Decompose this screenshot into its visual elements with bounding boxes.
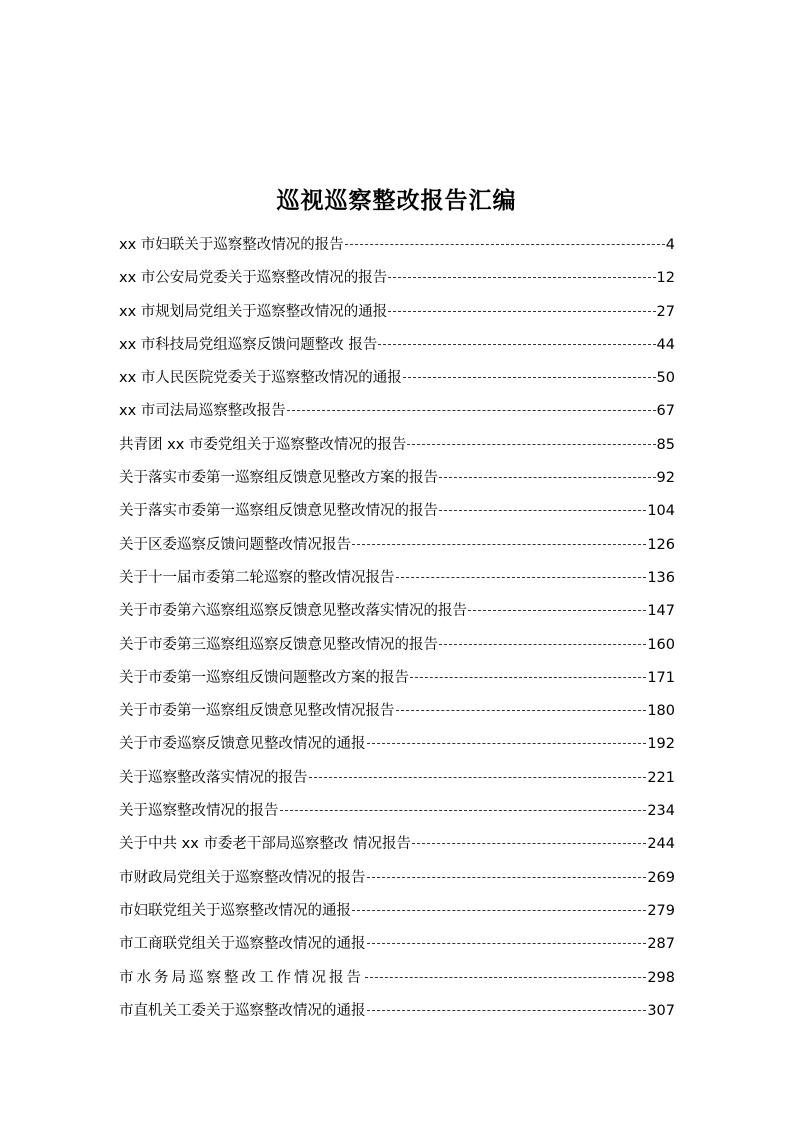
- toc-entry-page-number: 85: [656, 436, 675, 453]
- toc-entry[interactable]: [119, 329, 675, 362]
- toc-leader-line: [352, 543, 646, 545]
- toc-leader-line: [439, 476, 656, 478]
- toc-entry-title: 市工商联党组关于巡察整改情况的通报: [119, 936, 366, 953]
- toc-entry[interactable]: [119, 795, 675, 828]
- toc-entry-title: 共青团 xx 市委党组关于巡察整改情况的报告: [119, 436, 407, 453]
- toc-entry-page-number: 92: [656, 470, 675, 487]
- toc-entry[interactable]: [119, 862, 675, 895]
- toc-entry-title: xx 市人民医院党委关于巡察整改情况的通报: [119, 370, 402, 387]
- toc-entry-page-number: 104: [647, 503, 675, 520]
- toc-entry-title: xx 市妇联关于巡察整改情况的报告: [119, 237, 344, 253]
- toc-entry-page-number: 67: [656, 403, 675, 420]
- toc-entry[interactable]: [119, 429, 675, 462]
- toc-entry[interactable]: [119, 529, 675, 562]
- toc-entry-page-number: 27: [656, 303, 675, 320]
- toc-entry-page-number: 298: [647, 969, 675, 986]
- toc-leader-line: [407, 443, 655, 445]
- toc-entry-title: xx 市科技局党组巡察反馈问题整改 报告: [119, 336, 378, 353]
- document-title: 巡视巡察整改报告汇编: [276, 188, 517, 214]
- toc-entry-title: 关于中共 xx 市委老干部局巡察整改 情况报告: [119, 836, 411, 853]
- toc-entry-title: 市水务局巡察整改工作情况报告: [119, 969, 364, 986]
- toc-entry-title: 关于市委第一巡察组反馈意见整改情况报告: [119, 703, 395, 720]
- toc-entry-title: 关于十一届市委第二轮巡察的整改情况报告: [119, 569, 395, 586]
- toc-entry-title: 市直机关工委关于巡察整改情况的通报: [119, 1002, 366, 1019]
- toc-entry-title: 关于市委巡察反馈意见整改情况的通报: [119, 736, 366, 753]
- toc-entry-title: xx 市规划局党组关于巡察整改情况的通报: [119, 303, 388, 320]
- toc-leader-line: [367, 742, 647, 744]
- toc-leader-line: [378, 343, 655, 345]
- toc-entry[interactable]: [119, 296, 675, 329]
- toc-entry[interactable]: [119, 395, 675, 428]
- toc-entry-title: 关于巡察整改落实情况的报告: [119, 769, 308, 786]
- toc-entry-page-number: 160: [647, 636, 675, 653]
- toc-entry-page-number: 287: [647, 936, 675, 953]
- toc-leader-line: [403, 376, 656, 378]
- toc-entry-page-number: 171: [647, 669, 675, 686]
- toc-entry-page-number: 180: [647, 703, 675, 720]
- toc-entry-page-number: 234: [647, 803, 675, 820]
- toc-entry[interactable]: [119, 962, 675, 995]
- toc-entry[interactable]: [119, 995, 675, 1028]
- toc-leader-line: [396, 576, 647, 578]
- toc-entry-title: 关于落实市委第一巡察组反馈意见整改方案的报告: [119, 470, 438, 487]
- toc-entry-page-number: 269: [647, 869, 675, 886]
- toc-entry-title: xx 市司法局巡察整改报告: [119, 403, 286, 420]
- toc-entry-page-number: 12: [656, 270, 675, 287]
- toc-leader-line: [468, 609, 646, 611]
- toc-entry-page-number: 244: [647, 836, 675, 853]
- toc-entry-page-number: 44: [656, 336, 675, 353]
- toc-entry[interactable]: [119, 462, 675, 495]
- toc-entry-title: 关于巡察整改情况的报告: [119, 803, 279, 820]
- toc-leader-line: [439, 509, 646, 511]
- toc-entry[interactable]: [119, 229, 675, 262]
- toc-leader-line: [309, 776, 647, 778]
- table-of-contents: [119, 229, 675, 1028]
- toc-entry-page-number: 221: [647, 769, 675, 786]
- toc-leader-line: [439, 643, 646, 645]
- toc-leader-line: [410, 676, 646, 678]
- toc-entry-page-number: 50: [656, 370, 675, 387]
- toc-leader-line: [345, 243, 665, 245]
- toc-leader-line: [365, 976, 646, 978]
- toc-leader-line: [367, 1009, 647, 1011]
- toc-leader-line: [287, 409, 656, 411]
- toc-entry[interactable]: [119, 828, 675, 861]
- toc-entry[interactable]: [119, 895, 675, 928]
- toc-entry[interactable]: [119, 762, 675, 795]
- toc-leader-line: [280, 809, 647, 811]
- toc-entry-title: 关于市委第三巡察组巡察反馈意见整改情况的报告: [119, 636, 438, 653]
- toc-entry[interactable]: [119, 662, 675, 695]
- toc-entry-title: 关于市委第一巡察组反馈问题整改方案的报告: [119, 669, 409, 686]
- toc-entry-page-number: 147: [647, 603, 675, 620]
- toc-leader-line: [388, 310, 655, 312]
- toc-entry-title: xx 市公安局党委关于巡察整改情况的报告: [119, 270, 388, 287]
- toc-leader-line: [367, 876, 647, 878]
- toc-entry-page-number: 307: [647, 1002, 675, 1019]
- toc-entry-page-number: 279: [647, 902, 675, 919]
- toc-entry-page-number: 126: [647, 536, 675, 553]
- toc-entry[interactable]: [119, 362, 675, 395]
- toc-entry[interactable]: [119, 495, 675, 528]
- toc-leader-line: [388, 276, 655, 278]
- toc-leader-line: [396, 709, 647, 711]
- toc-entry[interactable]: [119, 562, 675, 595]
- toc-entry[interactable]: [119, 262, 675, 295]
- toc-entry[interactable]: [119, 629, 675, 662]
- toc-entry-page-number: 4: [665, 237, 675, 253]
- toc-entry-page-number: 136: [647, 569, 675, 586]
- toc-entry[interactable]: [119, 595, 675, 628]
- toc-entry[interactable]: [119, 928, 675, 961]
- toc-leader-line: [367, 942, 647, 944]
- toc-entry-title: 关于市委第六巡察组巡察反馈意见整改落实情况的报告: [119, 603, 467, 620]
- toc-entry[interactable]: [119, 728, 675, 761]
- toc-leader-line: [412, 842, 646, 844]
- toc-entry-title: 关于落实市委第一巡察组反馈意见整改情况的报告: [119, 503, 438, 520]
- toc-entry-title: 市妇联党组关于巡察整改情况的通报: [119, 902, 351, 919]
- toc-leader-line: [352, 909, 646, 911]
- toc-entry-page-number: 192: [647, 736, 675, 753]
- toc-entry-title: 市财政局党组关于巡察整改情况的报告: [119, 869, 366, 886]
- toc-entry-title: 关于区委巡察反馈问题整改情况报告: [119, 536, 351, 553]
- toc-entry[interactable]: [119, 695, 675, 728]
